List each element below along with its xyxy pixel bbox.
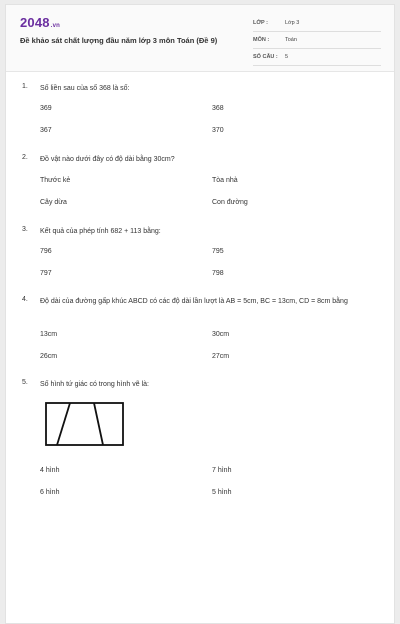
answer-option[interactable]: Thước kẻ [40,177,71,184]
question-text: Số liền sau của số 368 là số: [40,85,130,92]
meta-row-subject [253,32,381,49]
exam-sheet [5,4,395,624]
meta-row-grade [253,15,381,32]
question-text: Độ dài của đường gấp khúc ABCD có các độ dài lần lượt là AB = 5cm, BC = 13cm, CD = 8cm bằng [40,298,348,305]
question-number: 3. [22,226,28,233]
answer-option[interactable]: 26cm [40,353,58,360]
meta-row-count [253,49,381,66]
question-text: Đồ vật nào dưới đây có độ dài bằng 30cm? [40,156,175,163]
answer-option[interactable]: Cây dừa [40,199,67,206]
meta-value: Toán [285,37,297,43]
answer-option[interactable]: 367 [40,127,52,134]
question-number: 1. [22,83,28,90]
exam-title: Đề khảo sát chất lượng đầu năm lớp 3 môn Toán (Đề 9) [20,36,218,45]
answer-option[interactable]: 798 [212,270,224,277]
exam-header [6,5,394,72]
answer-option[interactable]: 370 [212,127,224,134]
question-number: 4. [22,296,28,303]
answer-option[interactable]: 5 hình [212,489,232,496]
site-logo[interactable] [20,15,60,30]
meta-key: LỚP : [253,20,268,26]
quadrilateral-figure [44,401,126,449]
answer-option[interactable]: 27cm [212,353,230,360]
answer-option[interactable]: 368 [212,105,224,112]
meta-key: SỐ CÂU : [253,54,278,60]
meta-key: MÔN : [253,37,270,43]
exam-meta [253,15,381,66]
answer-option[interactable]: 796 [40,248,52,255]
answer-option[interactable]: 13cm [40,331,58,338]
question-number: 5. [22,379,28,386]
answer-option[interactable]: Tòa nhà [212,177,238,184]
question-text: Kết quả của phép tính 682 + 113 bằng: [40,228,161,235]
answer-option[interactable]: 7 hình [212,467,232,474]
meta-value: 5 [285,54,289,60]
answer-option[interactable]: 6 hình [40,489,60,496]
logo-suffix: .vn [50,23,61,29]
question-number: 2. [22,154,28,161]
meta-value: Lớp 3 [285,20,300,26]
answer-option[interactable]: 369 [40,105,52,112]
answer-option[interactable]: 797 [40,270,52,277]
logo-text: 2048 [20,15,50,30]
answer-option[interactable]: 795 [212,248,224,255]
answer-option[interactable]: 4 hình [40,467,60,474]
answer-option[interactable]: 30cm [212,331,230,338]
answer-option[interactable]: Con đường [212,199,248,206]
question-text: Số hình tứ giác có trong hình vẽ là: [40,381,149,388]
